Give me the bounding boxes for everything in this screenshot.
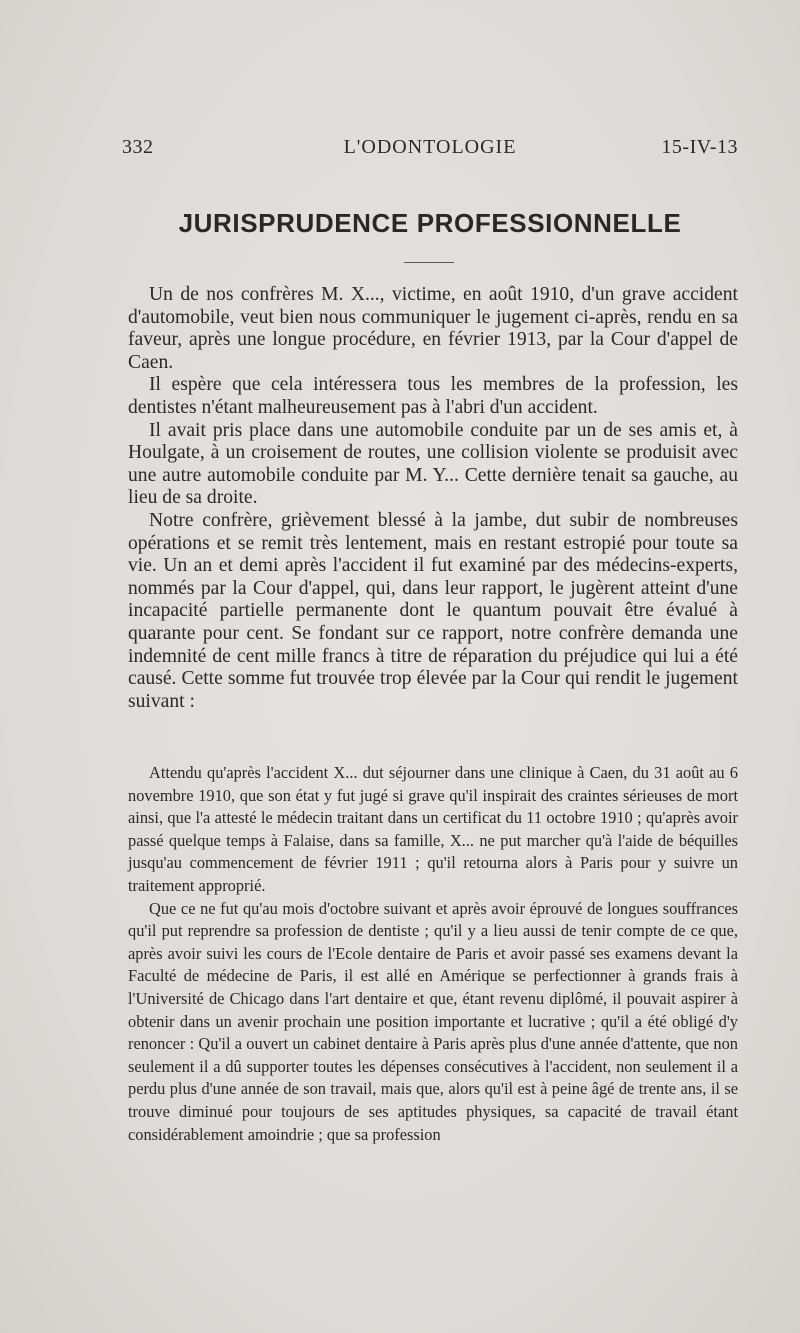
section-title: JURISPRUDENCE PROFESSIONNELLE [178,208,682,238]
article-body [128,284,738,713]
paragraph: Il espère que cela intéressera tous les membres de la profession, les dentistes n'étant malheureusement pas à l'abri d'un accident. [128,374,738,418]
paragraph: Il avait pris place dans une automobile conduite par un de ses amis et, à Houlgate, à un croisement de routes, une collision violente se produisit avec une autre automobile conduite par M. Y... Cette dernière tenait sa gauche, au lieu de sa droite. [128,419,738,509]
paragraph: Notre confrère, grièvement blessé à la jambe, dut subir de nombreuses opérations et se remit très lentement, mais en restant estropié pour toute sa vie. Un an et demi après l'accident il fut examiné par des médecins-experts, nommés par la Cour d'appel, qui, dans leur rapport, le jugèrent atteint d'une incapacité partielle permanente dont le quantum pouvait être évalué à quarante pour cent. Se fondant sur ce rapport, notre confrère demanda une indemnité de cent mille francs à titre de réparation du préjudice qui lui a été causé. Cette somme fut trouvée trop élevée par la Cour qui rendit le jugement suivant : [128,509,738,712]
issue-date: 15-IV-13 [661,136,738,158]
judgment-paragraph: Attendu qu'après l'accident X... dut séjourner dans une clinique à Caen, du 31 août au 6 novembre 1910, que son état y fut jugé si grave qu'il inspirait des craintes sérieuses de mort ainsi, que l'a attesté le médecin traitant dans un certificat du 11 octobre 1910 ; qu'après avoir passé quelque temps à Falaise, dans sa famille, X... ne put marcher qu'à l'aide de béquilles jusqu'au commencement de février 1911 ; qu'il retourna alors à Paris pour y suivre un traitement approprié. [128,763,738,895]
journal-title: L'ODONTOLOGIE [343,136,517,158]
page-number: 332 [122,136,154,158]
judgment-text [128,762,738,1146]
title-rule [404,262,454,263]
running-header [122,136,738,164]
paragraph: Un de nos confrères M. X..., victime, en août 1910, d'un grave accident d'automobile, veut bien nous communiquer le jugement ci-après, rendu en sa faveur, après une longue procédure, en février 1913, par la Cour d'appel de Caen. [128,284,738,373]
judgment-paragraph: Que ce ne fut qu'au mois d'octobre suivant et après avoir éprouvé de longues souffrances qu'il put reprendre sa profession de dentiste ; qu'il y a lieu aussi de tenir compte de ce que, après avoir suivi les cours de l'Ecole dentaire de Paris et avoir passé ses examens devant la Faculté de médecine de Paris, il est allé en Amérique se perfectionner à grands frais à l'Université de Chicago dans l'art dentaire et que, étant revenu diplômé, il pouvait aspirer à obtenir dans un avenir prochain une position importante et lucrative ; qu'il a été obligé d'y renoncer : Qu'il a ouvert un cabinet dentaire à Paris après plus d'une année d'attente, que non seulement il a dû supporter toutes les dépenses consécutives à l'accident, non seulement il a perdu plus d'une année de son travail, mais que, alors qu'il est à peine âgé de trente ans, il se trouve diminué pour toujours de ses aptitudes physiques, sa capacité de travail étant considérablement amoindrie ; que sa profession [128,898,738,1144]
